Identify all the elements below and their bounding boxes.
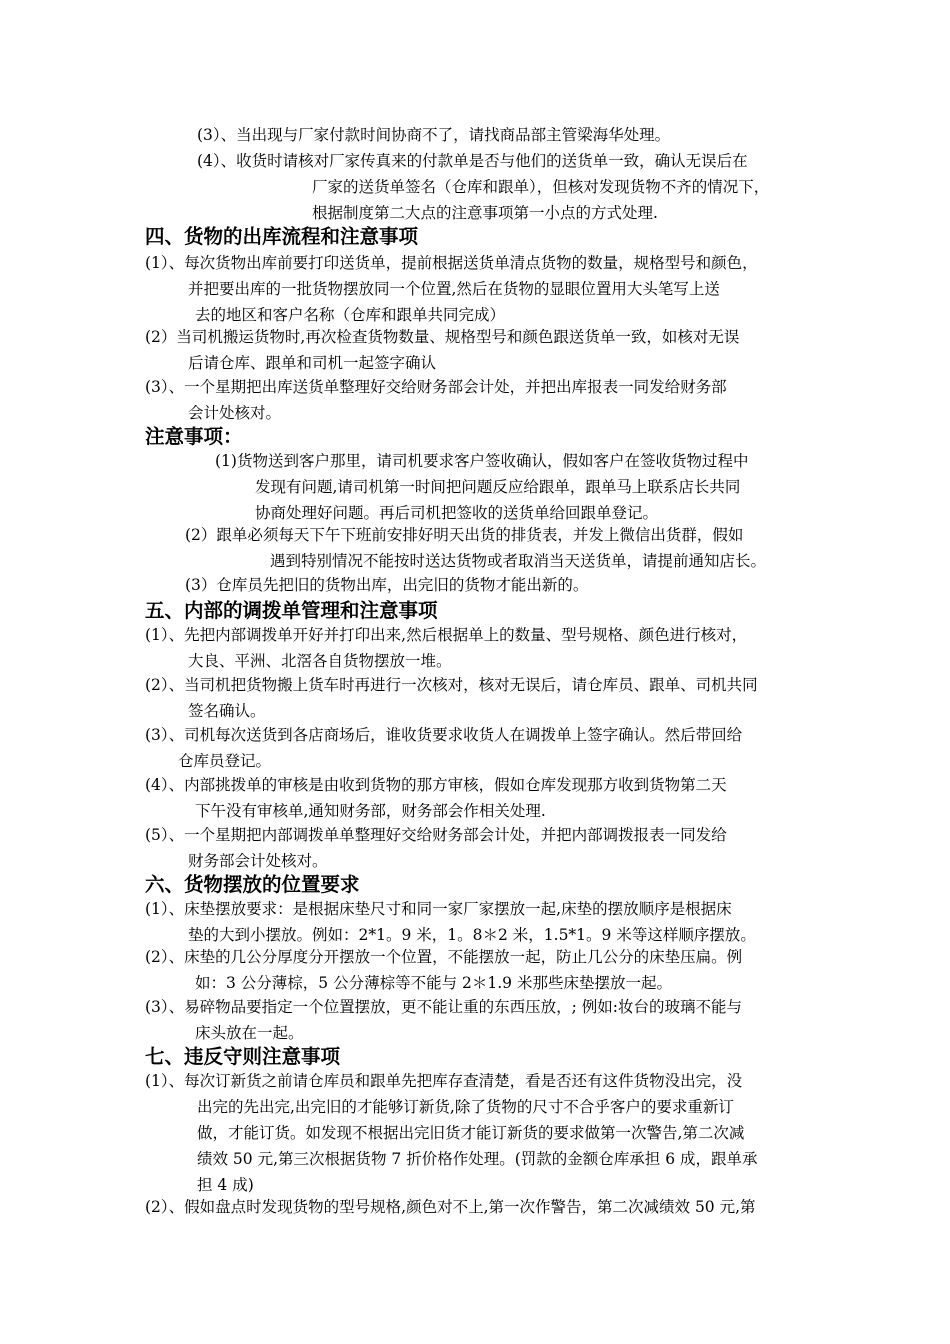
note-1-line2: 发现有问题,请司机第一时间把问题反应给跟单，跟单马上联系店长共同	[255, 478, 741, 496]
sec3-item-4	[197, 148, 769, 226]
sec5-item-1-line1: (1）、先把内部调拨单开好并打印出来,然后根据单上的数量、型号规格、颜色进行核对，	[145, 626, 748, 644]
sec5-item-4-line2: 下午没有审核单,通知财务部，财务部会作相关处理.	[195, 802, 546, 820]
sec3-item-4-line1: (4）、收货时请核对厂家传真来的付款单是否与他们的送货单一致，确认无误后在	[197, 152, 748, 170]
sec5-item-5-line1: (5）、一个星期把内部调拨单单整理好交给财务部会计处，并把内部调拨报表一同发给	[145, 826, 727, 844]
sec5-item-2	[145, 672, 758, 724]
sec5-item-2-line2: 签名确认。	[188, 702, 266, 720]
sec5-item-3-line2: 仓库员登记。	[178, 752, 272, 770]
sec7-item-1-line5: 担 4 成)	[197, 1176, 254, 1194]
sec7-item-1-line3: 做，才能订货。如发现不根据出完旧货才能订新货的要求做第一次警告,第二次减	[197, 1124, 745, 1142]
sec3-item-4-line3: 根据制度第二大点的注意事项第一小点的方式处理.	[312, 204, 658, 222]
note-3: (3）仓库员先把旧的货物出库，出完旧的货物才能出新的。	[185, 576, 589, 594]
section-7-heading: 七、违反守则注意事项	[145, 1045, 341, 1068]
sec3-item-4-line2: 厂家的送货单签名（仓库和跟单），但核对发现货物不齐的情况下，	[312, 178, 770, 196]
sec7-item-1-line1: (1）、每次订新货之前请仓库员和跟单先把库存查清楚，看是否还有这件货物没出完，没	[145, 1072, 743, 1090]
sec5-item-1-line2: 大良、平洲、北滘各自货物摆放一堆。	[188, 652, 452, 670]
sec7-item-2: (2）、假如盘点时发现货物的型号规格,颜色对不上,第一次作警告，第二次减绩效 50 元,第	[145, 1198, 756, 1216]
note-1	[215, 448, 748, 526]
sec6-item-2-line1: (2）、床垫的几公分厚度分开摆放一个位置，不能摆放一起，防止几公分的床垫压扁。例	[145, 948, 743, 966]
note-1-line1: (1)货物送到客户那里，请司机要求客户签收确认，假如客户在签收货物过程中	[215, 452, 749, 470]
note-2-line2: 遇到特别情况不能按时送达货物或者取消当天送货单，请提前通知店长。	[270, 552, 767, 570]
sec6-item-2	[145, 944, 742, 996]
sec5-item-3-line1: (3）、司机每次送货到各店商场后，谁收货要求收货人在调拨单上签字确认。然后带回给	[145, 726, 743, 744]
sec6-item-3-line2: 床头放在一起。	[195, 1024, 304, 1042]
sec5-item-5-line2: 财务部会计处核对。	[188, 852, 328, 870]
sec4-item-1-line3: 去的地区和客户名称（仓库和跟单共同完成）	[195, 306, 506, 324]
sec5-item-1	[145, 622, 747, 674]
sec5-item-5	[145, 822, 727, 874]
sec7-item-1-line2: 出完的先出完,出完旧的才能够订新货,除了货物的尺寸不合乎客户的要求重新订	[197, 1098, 734, 1116]
sec7-item-1-line4: 绩效 50 元,第三次根据货物 7 折价格作处理。(罚款的金额仓库承担 6 成，跟单承	[197, 1150, 758, 1168]
note-2-line1: (2）跟单必须每天下午下班前安排好明天出货的排货表，并发上微信出货群，假如	[185, 526, 744, 544]
sec6-item-2-line2: 如：3 公分薄棕，5 公分薄棕等不能与 2＊1.9 米那些床垫摆放一起。	[195, 974, 672, 992]
sec5-item-3	[145, 722, 742, 774]
sec5-item-4-line1: (4）、内部挑拨单的审核是由收到货物的那方审核，假如仓库发现那方收到货物第二天	[145, 776, 727, 794]
sec6-item-1-line2: 垫的大到小摆放。例如：2*1。9 米，1。8＊2 米，1.5*1。9 米等这样顺序摆放。	[188, 926, 756, 944]
sec4-item-2	[145, 324, 739, 376]
sec4-item-3	[145, 374, 727, 426]
section-4-heading: 四、货物的出库流程和注意事项	[145, 225, 419, 248]
sec4-item-2-line2: 后请仓库、跟单和司机一起签字确认	[188, 354, 437, 372]
sec4-item-1-line2: 并把要出库的一批货物摆放同一个位置,然后在货物的显眼位置用大头笔写上送	[188, 280, 720, 298]
sec5-item-4	[145, 772, 727, 824]
sec4-item-2-line1: (2）当司机搬运货物时,再次检查货物数量、规格型号和颜色跟送货单一致，如核对无误	[145, 328, 740, 346]
sec5-item-2-line1: (2）、当司机把货物搬上货车时再进行一次核对，核对无误后，请仓库员、跟单、司机共同	[145, 676, 758, 694]
sec4-item-1	[145, 250, 758, 328]
notes-heading: 注意事项：	[145, 425, 243, 448]
sec6-item-1-line1: (1）、床垫摆放要求：是根据床垫尺寸和同一家厂家摆放一起,床垫的摆放顺序是根据床	[145, 900, 732, 918]
note-1-line3: 协商处理好问题。再后司机把签收的送货单给回跟单登记。	[255, 504, 659, 522]
sec4-item-1-line1: (1）、每次货物出库前要打印送货单，提前根据送货单清点货物的数量，规格型号和颜色，	[145, 254, 758, 272]
sec6-item-1	[145, 896, 756, 948]
sec6-item-3-line1: (3）、易碎物品要指定一个位置摆放，更不能让重的东西压放，; 例如:妆台的玻璃不能与	[145, 998, 743, 1016]
section-6-heading: 六、货物摆放的位置要求	[145, 873, 360, 896]
sec6-item-3	[145, 994, 742, 1046]
sec4-item-3-line2: 会计处核对。	[188, 404, 282, 422]
sec3-item-3: (3）、当出现与厂家付款时间协商不了，请找商品部主管梁海华处理。	[197, 126, 671, 144]
sec7-item-1	[145, 1068, 758, 1198]
sec4-item-3-line1: (3）、一个星期把出库送货单整理好交给财务部会计处，并把出库报表一同发给财务部	[145, 378, 727, 396]
section-5-heading: 五、内部的调拨单管理和注意事项	[145, 599, 438, 622]
note-2	[185, 522, 766, 574]
